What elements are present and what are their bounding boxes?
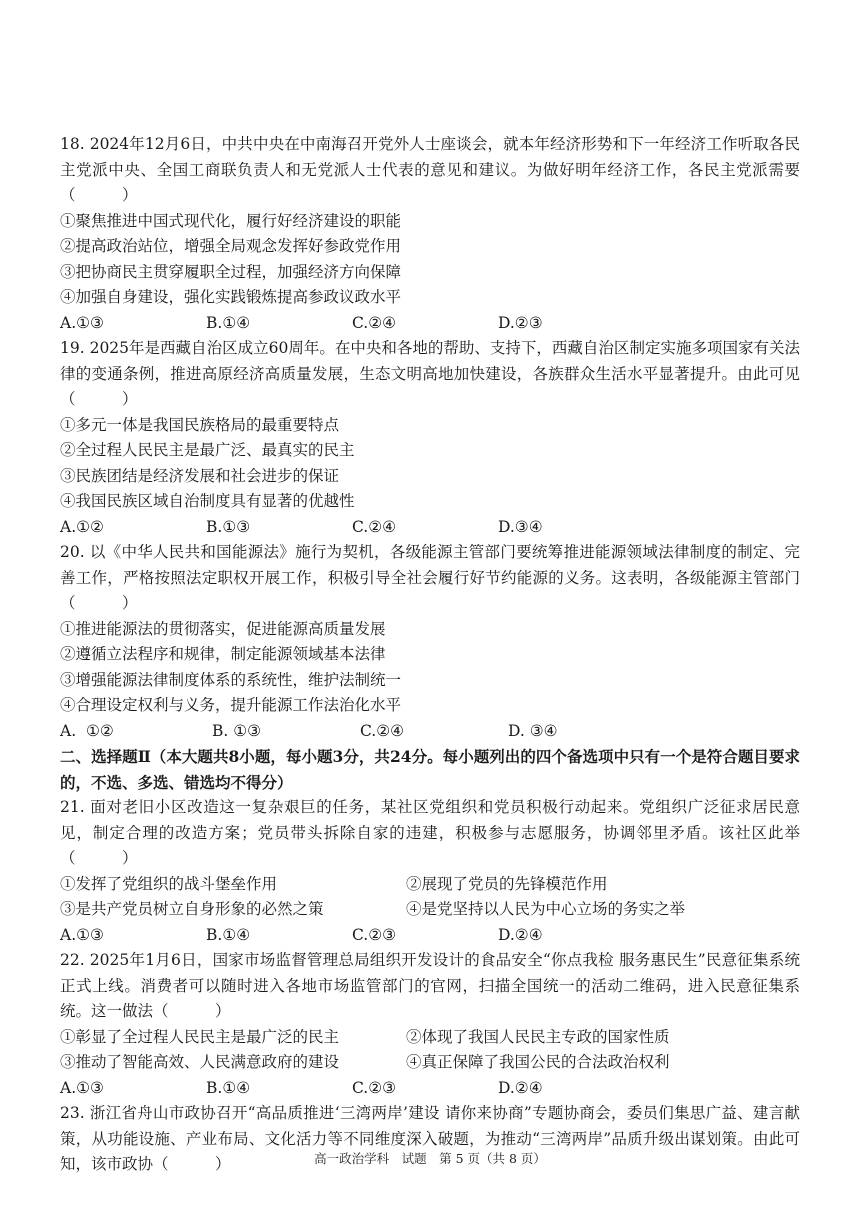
option-a: A.①②	[60, 517, 104, 536]
choice-item: ②提高政治站位，增强全局观念发挥好参政党作用	[60, 237, 402, 255]
choice-row	[60, 872, 800, 898]
answer-options	[60, 923, 800, 949]
question-22	[60, 948, 800, 1101]
option-d: D.②③	[498, 313, 543, 332]
question-19	[60, 336, 800, 540]
option-c: C.②③	[352, 1078, 397, 1097]
choice-row	[60, 897, 800, 923]
section-heading: 二、选择题Ⅱ（本大题共8小题，每小题3分，共24分。每小题列出的四个备选项中只有一个是符合题目要求的，不选、多选、错选均不得分）	[60, 747, 800, 792]
choice-item: ①发挥了党组织的战斗堡垒作用	[60, 874, 278, 893]
page-footer: 高一政治学科 试题 第 5 页（共 8 页）	[314, 1151, 546, 1166]
question-stem: 20. 以《中华人民共和国能源法》施行为契机，各级能源主管部门要统筹推进能源领域法律制度的制定、完善工作，严格按照法定职权开展工作，积极引导全社会履行好节约能源的义务。这表明，各级能源主管部门（ ）	[60, 543, 800, 612]
question-stem: 18. 2024年12月6日，中共中央在中南海召开党外人士座谈会，就本年经济形势和下一年经济工作听取各民主党派中央、全国工商联负责人和无党派人士代表的意见和建议。为做好明年经济工作，各民主党派需要（ ）	[60, 135, 800, 204]
choice-item: ②展现了党员的先锋模范作用	[406, 874, 608, 893]
option-b: B.①③	[206, 517, 251, 536]
choice-row	[60, 1050, 800, 1076]
option-d: D.②④	[498, 1078, 543, 1097]
option-c: C.②④	[352, 517, 397, 536]
choice-item: ②遵循立法程序和规律，制定能源领域基本法律	[60, 645, 386, 663]
answer-options	[60, 311, 800, 337]
answer-options	[60, 515, 800, 541]
question-21	[60, 795, 800, 948]
choice-item: ①聚焦推进中国式现代化，履行好经济建设的职能	[60, 211, 402, 230]
question-stem: 21. 面对老旧小区改造这一复杂艰巨的任务，某社区党组织和党员积极行动起来。党组织广泛征求居民意见，制定合理的改造方案；党员带头拆除自家的违建，积极参与志愿服务，协调邻里矛盾。该社区此举（ ）	[60, 798, 800, 867]
choice-item: ④是党坚持以人民为中心立场的务实之举	[406, 900, 686, 918]
choice-item: ③民族团结是经济发展和社会进步的保证	[60, 466, 340, 485]
answer-options	[60, 719, 800, 745]
choice-item: ③增强能源法律制度体系的系统性，维护法制统一	[60, 670, 402, 689]
option-a: A. ①②	[60, 721, 114, 740]
option-d: D.②④	[498, 925, 543, 944]
option-d: D.③④	[498, 517, 543, 536]
option-b: B.①④	[206, 1078, 251, 1097]
choice-item: ④我国民族区域自治制度具有显著的优越性	[60, 492, 355, 510]
option-b: B. ①③	[212, 721, 262, 740]
choice-item: ④真正保障了我国公民的合法政治权利	[406, 1053, 670, 1071]
question-stem: 22. 2025年1月6日，国家市场监督管理总局组织开发设计的食品安全“你点我检 服务惠民生”民意征集系统正式上线。消费者可以随时进入各地市场监管部门的官网，扫描全国统一的活动二维码，进入民意征集系统。这一做法（ ）	[60, 951, 800, 1020]
option-c: C.②③	[352, 925, 397, 944]
choice-item: ③推动了智能高效、人民满意政府的建设	[60, 1053, 340, 1071]
question-20	[60, 540, 800, 744]
question-stem: 23. 浙江省舟山市政协召开“高品质推进‘三湾两岸’建设 请你来协商”专题协商会，委员们集思广益、建言献策，从功能设施、产业布局、文化活力等不同维度深入破题，为推动“三湾两岸”品质升级出谋划策。由此可知，该市政协（ ）	[60, 1104, 800, 1173]
choice-item: ④合理设定权利与义务，提升能源工作法治化水平	[60, 696, 402, 714]
question-18	[60, 132, 800, 336]
choice-item: ②全过程人民民主是最广泛、最真实的民主	[60, 441, 355, 459]
option-a: A.①③	[60, 925, 104, 944]
option-b: B.①④	[206, 925, 251, 944]
option-a: A.①③	[60, 1078, 104, 1097]
choice-item: ③把协商民主贯穿履职全过程，加强经济方向保障	[60, 262, 402, 281]
choice-item: ②体现了我国人民民主专政的国家性质	[406, 1027, 670, 1046]
choice-item: ①推进能源法的贯彻落实，促进能源高质量发展	[60, 619, 386, 638]
question-stem: 19. 2025年是西藏自治区成立60周年。在中央和各地的帮助、支持下，西藏自治区制定实施多项国家有关法律的变通条例，推进高原经济高质量发展，生态文明高地加快建设，各族群众生活水平显著提升。由此可见（ ）	[60, 339, 800, 408]
option-c: C.②④	[352, 313, 397, 332]
answer-options	[60, 1076, 800, 1102]
choice-item: ①彰显了全过程人民民主是最广泛的民主	[60, 1027, 340, 1046]
choice-item: ④加强自身建设，强化实践锻炼提高参政议政水平	[60, 288, 402, 306]
option-d: D. ③④	[508, 721, 558, 740]
choice-row	[60, 1025, 800, 1051]
option-c: C.②④	[360, 721, 405, 740]
choice-item: ①多元一体是我国民族格局的最重要特点	[60, 415, 340, 434]
option-a: A.①③	[60, 313, 104, 332]
choice-item: ③是共产党员树立自身形象的必然之策	[60, 900, 324, 918]
option-b: B.①④	[206, 313, 251, 332]
